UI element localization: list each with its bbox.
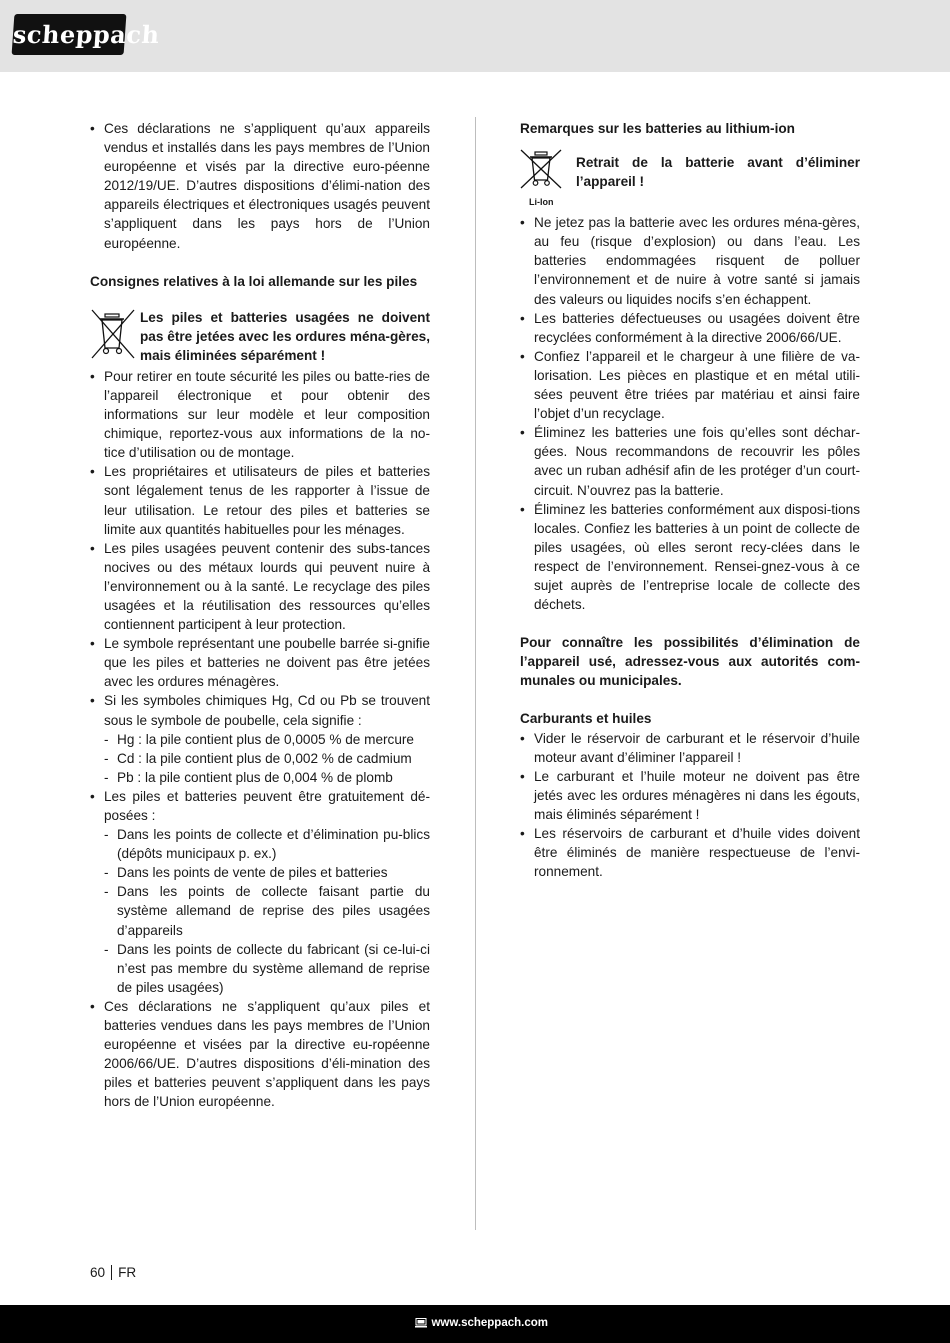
battery-law-heading: Consignes relatives à la loi allemande sur les piles <box>90 273 418 289</box>
list-item: • Les réservoirs de carburant et d’huile vides doivent être éliminés de manière respectueuse de l’envi-ronnement. <box>520 824 860 881</box>
list-item: • Les propriétaires et utilisateurs de piles et batteries sont légalement tenus de les rapporter à l’issue de leur utilisation. Le retour des piles et batteries se limite aux quantités habituelles pour les ménages. <box>90 462 430 538</box>
list-item: • Pour retirer en toute sécurité les piles ou batte-ries de l’appareil électronique et pour obtenir des informations sur leur modèle et leur composition chimique, reportez-vous aux informations de la no-tice d’utilisation ou de montage. <box>90 367 430 462</box>
lithium-warning <box>520 148 860 207</box>
list-item: - Dans les points de collecte faisant partie du système allemand de reprise des piles usagées d’appareils <box>104 882 430 939</box>
chemical-symbols-text: Si les symboles chimiques Hg, Cd ou Pb se trouvent sous le symbole de poubelle, cela signifie : <box>104 693 430 728</box>
page-language: FR <box>118 1265 137 1280</box>
list-item: • Confiez l’appareil et le chargeur à une filière de va-lorisation. Les pièces en plastique et en métal utili-sées peuvent être triées par matériau et ainsi faire l’objet d’un recyclage. <box>520 347 860 423</box>
left-column <box>90 119 430 1112</box>
list-item: • Ne jetez pas la batterie avec les ordures ména-gères, au feu (risque d’explosion) ou dans l’eau. Les batteries endommagées risquent de polluer l’environnement et de nuire à votre santé si jamais des valeurs ou liquides nocifs s’en échappent. <box>520 213 860 308</box>
list-item: • Vider le réservoir de carburant et le réservoir d’huile moteur avant d’éliminer l’appareil ! <box>520 729 860 767</box>
list-item: - Dans les points de collecte et d’élimination pu-blics (dépôts municipaux p. ex.) <box>104 825 430 863</box>
list-item: • Les batteries défectueuses ou usagées doivent être recyclées conformément à la directive 2006/66/UE. <box>520 309 860 347</box>
website-url: www.scheppach.com <box>431 1317 548 1329</box>
footer-bar <box>0 1305 950 1343</box>
website-link[interactable] <box>415 1317 548 1329</box>
brand-logo: scheppach <box>12 14 127 55</box>
intro-list <box>90 119 430 253</box>
fuel-bullets <box>520 729 860 882</box>
crossed-bin-icon <box>90 308 140 367</box>
return-points-list <box>104 825 430 997</box>
authority-note: Pour connaître les possibilités d’élimination de l’appareil usé, adressez-vous aux autorités com-munales ou municipales. <box>520 635 860 689</box>
list-item: - Pb : la pile contient plus de 0,004 % de plomb <box>104 768 430 787</box>
monitor-icon <box>415 1318 427 1328</box>
fuel-heading: Carburants et huiles <box>520 711 652 727</box>
battery-warning-text: Les piles et batteries usagées ne doivent pas être jetées avec les ordures ména-gères, mais éliminées séparément ! <box>140 309 430 363</box>
chemical-symbols-list <box>104 730 430 787</box>
li-ion-label: Li-Ion <box>529 197 554 208</box>
list-item: • Le carburant et l’huile moteur ne doivent pas être jetés avec les ordures ménagères ni dans les égouts, mais éliminés séparément ! <box>520 767 860 824</box>
list-item: • Éliminez les batteries conformément aux disposi-tions locales. Confiez les batteries à un point de collecte de piles usagées, où elles seront recy-clées dans le respect de l’environnement. Rensei-gnez-vous à ce sujet auprès de l’entreprise locale de collecte des déchets. <box>520 500 860 615</box>
page-number: 60 <box>90 1265 106 1280</box>
column-divider <box>475 117 476 1230</box>
return-points-text: Les piles et batteries peuvent être gratuitement dé-posées : <box>104 788 430 823</box>
lithium-warning-text: Retrait de la batterie avant d’éliminer l’appareil ! <box>576 155 860 190</box>
list-item: • Ces déclarations ne s’appliquent qu’aux piles et batteries vendues dans les pays membres de l’Union européenne et visées par la directive eu-ropéenne 2006/66/UE. D’autres dispositions d’éli-mination des piles et batteries peuvent s’appliquent dans les pays hors de l’Union européenne. <box>90 997 430 1112</box>
li-ion-bin-icon <box>520 148 576 207</box>
battery-bullets <box>90 367 430 1112</box>
list-item: - Dans les points de vente de piles et batteries <box>104 863 430 882</box>
battery-warning <box>90 308 430 367</box>
intro-bullet: • Ces déclarations ne s’appliquent qu’aux appareils vendus et installés dans les pays membres de l’Union européenne et visés par la directive euro-péenne 2012/19/UE. D’autres dispositions d’élimi-nation des appareils électriques et électroniques usagés peuvent s’appliquent dans les pays hors de l’Union européenne. <box>90 119 430 253</box>
footer-separator <box>111 1265 112 1280</box>
list-item: • Les piles usagées peuvent contenir des subs-tances nocives ou des métaux lourds qui peuvent nuire à l’environnement ou à la santé. Le recyclage des piles usagées et la réutilisation des ressources qu’elles contiennent participent à leur protection. <box>90 539 430 634</box>
list-item: • Le symbole représentant une poubelle barrée si-gnifie que les piles et batteries ne doivent pas être jetées avec les ordures ménagères. <box>90 634 430 691</box>
return-points-item <box>90 787 430 997</box>
chemical-symbols-item <box>90 691 430 786</box>
list-item: • Éliminez les batteries une fois qu’elles sont déchar-gées. Nous recommandons de recouvrir les pôles avec un ruban adhésif afin de les protéger d’un court-circuit. N’ouvrez pas la batterie. <box>520 423 860 499</box>
header-bar <box>0 0 950 72</box>
lithium-heading: Remarques sur les batteries au lithium-ion <box>520 121 795 136</box>
page-footer <box>90 1265 136 1280</box>
list-item: - Cd : la pile contient plus de 0,002 % de cadmium <box>104 749 430 768</box>
right-column <box>520 119 860 881</box>
list-item: - Hg : la pile contient plus de 0,0005 % de mercure <box>104 730 430 749</box>
lithium-bullets <box>520 213 860 614</box>
list-item: - Dans les points de collecte du fabricant (si ce-lui-ci n’est pas membre du système allemand de reprise de piles usagées) <box>104 940 430 997</box>
